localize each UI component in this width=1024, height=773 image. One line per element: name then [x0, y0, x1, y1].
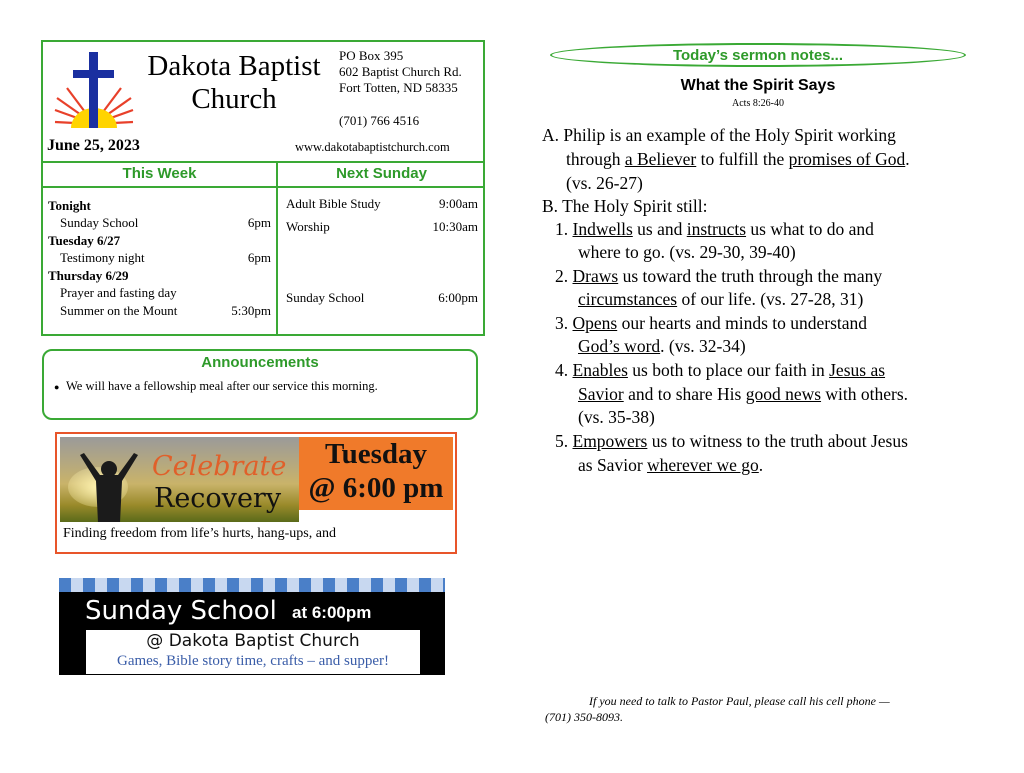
note-b-line: B. The Holy Spirit still:: [542, 196, 708, 216]
sermon-notes-heading: Today’s sermon notes...: [672, 47, 844, 64]
note-text: 5.: [555, 431, 573, 451]
note-emphasis: Empowers: [572, 431, 648, 451]
event-name: Sunday School: [286, 290, 365, 305]
sunday-school-time: at 6:00pm: [292, 603, 372, 622]
note-emphasis: Jesus as: [829, 360, 886, 380]
scripture-reference: Acts 8:26-40: [732, 98, 784, 109]
checker-border: [59, 578, 445, 592]
note-text: .: [758, 455, 764, 475]
address-line: PO Box 395: [339, 48, 404, 63]
recovery-tagline: Finding freedom from life’s hurts, hang-ups, and: [63, 526, 336, 541]
sermon-title: What the Spirit Says: [680, 77, 836, 94]
note-point-line: (vs. 35-38): [578, 407, 655, 427]
celebrate-recovery-ad: [55, 432, 457, 554]
note-point-line: [578, 288, 863, 310]
note-text: .: [905, 149, 910, 169]
note-text: as Savior: [578, 455, 648, 475]
note-emphasis: God’s word: [578, 336, 661, 356]
table-divider: [43, 186, 483, 188]
address-line: Fort Totten, ND 58335: [339, 80, 458, 95]
note-text: with others.: [821, 384, 909, 404]
note-emphasis: instructs: [686, 219, 747, 239]
note-point-line: [555, 312, 867, 334]
event-time: 10:30am: [432, 219, 478, 234]
meeting-time-panel: [299, 437, 453, 510]
footer-line: If you need to talk to Pastor Paul, please call his cell phone —: [589, 694, 890, 708]
note-text: 3.: [555, 313, 573, 333]
event-name: Sunday School: [60, 215, 139, 230]
day-heading: Thursday 6/29: [48, 268, 129, 283]
church-header: [41, 40, 485, 161]
event-time: 6pm: [247, 215, 271, 230]
meeting-day: Tuesday: [324, 438, 428, 470]
event-name: Summer on the Mount: [60, 303, 178, 318]
note-emphasis: Opens: [572, 313, 618, 333]
address-line: 602 Baptist Church Rd.: [339, 64, 462, 79]
sermon-notes-banner: [550, 43, 966, 67]
event-time: 5:30pm: [231, 303, 271, 318]
next-sunday-heading: Next Sunday: [336, 165, 427, 182]
note-a-line: A. Philip is an example of the Holy Spirit working: [542, 125, 896, 145]
note-emphasis: Draws: [572, 266, 619, 286]
announcement-text: We will have a fellowship meal after our service this morning.: [66, 379, 378, 393]
note-point-line: [555, 265, 882, 287]
footer-line: (701) 350-8093.: [545, 710, 623, 724]
note-text: 2.: [555, 266, 573, 286]
raised-arms-person-icon: [74, 451, 144, 522]
note-emphasis: good news: [745, 384, 822, 404]
bullet-icon: ●: [54, 382, 60, 392]
event-name: Worship: [286, 219, 330, 234]
celebrate-word: Celebrate: [152, 451, 287, 482]
note-point-line: where to go. (vs. 29-30, 39-40): [578, 242, 796, 262]
note-point-line: [555, 430, 908, 452]
note-emphasis: promises of God: [788, 149, 906, 169]
note-point-line: [578, 454, 763, 476]
sunday-school-details: [86, 630, 420, 674]
event-name: Adult Bible Study: [286, 196, 381, 211]
note-point-line: [578, 335, 746, 357]
announcement-item: [54, 379, 378, 394]
meeting-time: @ 6:00 pm: [308, 472, 444, 504]
note-text: 1.: [555, 219, 573, 239]
bulletin-date: June 25, 2023: [47, 137, 140, 154]
note-emphasis: a Believer: [624, 149, 697, 169]
note-text: and to share His: [623, 384, 746, 404]
note-emphasis: Indwells: [572, 219, 633, 239]
note-point-line: [578, 383, 908, 405]
cross-sunrise-logo-icon: [53, 48, 135, 132]
event-name: Prayer and fasting day: [60, 285, 177, 300]
event-time: 9:00am: [439, 196, 478, 211]
church-phone: (701) 766 4516: [339, 113, 420, 128]
note-text: us and: [632, 219, 687, 239]
note-emphasis: wherever we go: [647, 455, 759, 475]
note-a-line: [566, 148, 910, 170]
church-name: Dakota Baptist Church: [147, 50, 321, 115]
note-text: our hearts and minds to understand: [617, 313, 868, 333]
sunday-school-ad: [59, 578, 445, 675]
this-week-heading: This Week: [122, 165, 197, 182]
announcements-heading: Announcements: [201, 354, 319, 371]
note-emphasis: Enables: [572, 360, 628, 380]
note-point-line: [555, 359, 885, 381]
pastor-contact-note: [545, 693, 985, 725]
note-text: 4.: [555, 360, 573, 380]
day-heading: Tuesday 6/27: [48, 233, 121, 248]
note-text: us both to place our faith in: [627, 360, 830, 380]
schedule-table: [41, 161, 485, 336]
day-heading: Tonight: [48, 198, 91, 213]
sunday-school-place: @ Dakota Baptist Church: [146, 631, 360, 651]
event-name: Testimony night: [60, 250, 145, 265]
note-emphasis: Savior: [578, 384, 624, 404]
celebrate-recovery-image: [60, 437, 299, 522]
note-text: of our life. (vs. 27-28, 31): [677, 289, 864, 309]
event-time: 6pm: [247, 250, 271, 265]
sunday-school-description: Games, Bible story time, crafts – and supper!: [116, 653, 389, 669]
note-text: us what to do and: [746, 219, 874, 239]
note-point-line: [555, 218, 874, 240]
note-text: us toward the truth through the many: [618, 266, 883, 286]
table-divider: [276, 163, 278, 334]
church-website: www.dakotabaptistchurch.com: [295, 140, 450, 154]
event-time: 6:00pm: [438, 290, 478, 305]
announcements-box: [42, 349, 478, 420]
sunday-school-title: Sunday School: [85, 596, 277, 626]
note-emphasis: circumstances: [578, 289, 678, 309]
note-a-line: (vs. 26-27): [566, 173, 643, 193]
note-text: to fulfill the: [696, 149, 789, 169]
note-text: . (vs. 32-34): [660, 336, 746, 356]
recovery-word: Recovery: [154, 483, 282, 514]
note-text: us to witness to the truth about Jesus: [647, 431, 908, 451]
note-text: through: [566, 149, 625, 169]
mailing-address: [339, 48, 462, 96]
